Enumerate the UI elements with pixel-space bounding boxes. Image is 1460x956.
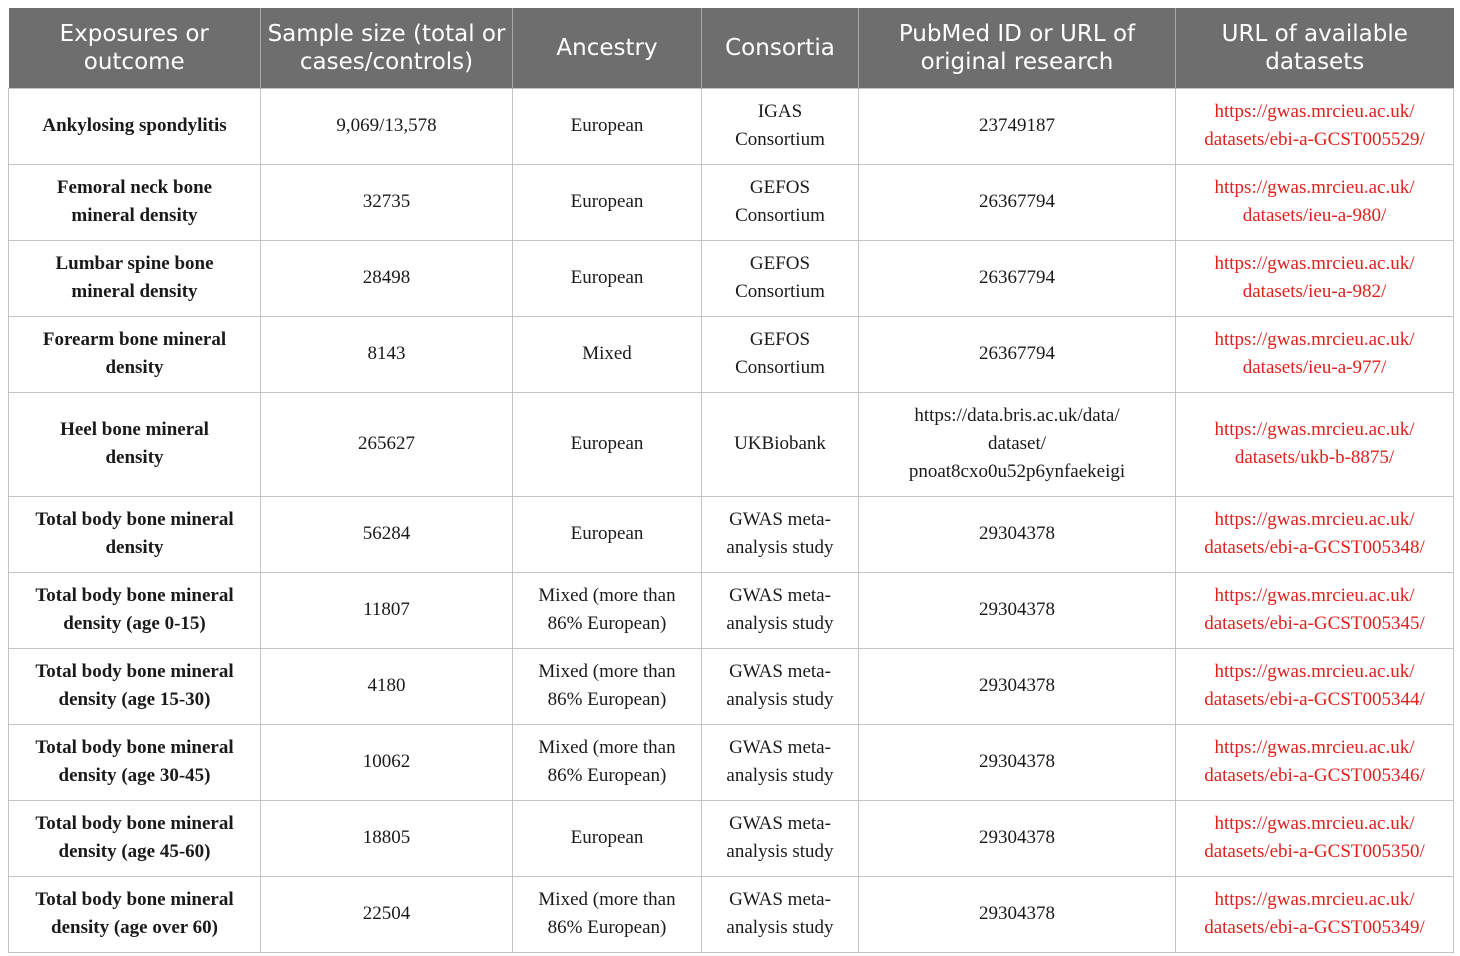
dataset-link-line[interactable]: datasets/ebi-a-GCST005348/ <box>1204 537 1425 558</box>
cell-text-line: density (age 45-60) <box>58 841 211 862</box>
cell-exposure <box>9 572 261 648</box>
cell-text-line: Lumbar spine bone <box>55 253 214 274</box>
cell-text-line: dataset/ <box>987 433 1047 454</box>
cell-text-line: analysis study <box>726 613 834 634</box>
col-header-dataset-url: URL of available datasets <box>1176 8 1454 88</box>
table-row <box>9 724 1454 800</box>
dataset-link-line[interactable]: datasets/ieu-a-982/ <box>1242 281 1387 302</box>
cell-dataset-url[interactable] <box>1176 88 1454 164</box>
gwas-datasets-table <box>8 8 1454 953</box>
cell-exposure <box>9 724 261 800</box>
cell-exposure <box>9 88 261 164</box>
cell-text-line: density <box>105 447 164 468</box>
cell-dataset-url[interactable] <box>1176 496 1454 572</box>
cell-ancestry <box>513 316 702 392</box>
cell-text-line: mineral density <box>71 281 198 302</box>
cell-sample-size: 56284 <box>261 496 513 572</box>
cell-text-line: mineral density <box>71 205 198 226</box>
dataset-link-line[interactable]: datasets/ebi-a-GCST005349/ <box>1204 917 1425 938</box>
cell-text-line: Total body bone mineral <box>35 661 234 682</box>
cell-text-line: https://data.bris.ac.uk/data/ <box>914 405 1120 426</box>
cell-ancestry <box>513 88 702 164</box>
cell-text-line: IGAS <box>757 101 803 122</box>
table-row <box>9 392 1454 496</box>
cell-text-line: 29304378 <box>979 903 1055 924</box>
cell-text-line: Consortium <box>735 281 825 302</box>
cell-pubmed <box>859 724 1176 800</box>
cell-sample-size: 9,069/13,578 <box>261 88 513 164</box>
cell-text-line: density (age over 60) <box>51 917 218 938</box>
cell-text-line: Mixed (more than <box>538 661 676 682</box>
cell-text-line: GWAS meta- <box>729 661 831 682</box>
cell-text-line: Mixed <box>582 343 632 364</box>
cell-text-line: 29304378 <box>979 675 1055 696</box>
cell-text-line: European <box>570 827 644 848</box>
cell-text-line: 29304378 <box>979 751 1055 772</box>
cell-text-line: density <box>105 357 164 378</box>
cell-text-line: 86% European) <box>547 689 667 710</box>
cell-text-line: European <box>570 267 644 288</box>
cell-text-line: UKBiobank <box>734 433 826 454</box>
cell-exposure <box>9 496 261 572</box>
cell-ancestry <box>513 876 702 952</box>
cell-text-line: 86% European) <box>547 613 667 634</box>
dataset-link-line[interactable]: https://gwas.mrcieu.ac.uk/ <box>1214 177 1415 198</box>
cell-consortia <box>702 316 859 392</box>
table-header-row <box>9 8 1454 88</box>
cell-dataset-url[interactable] <box>1176 876 1454 952</box>
cell-pubmed <box>859 876 1176 952</box>
cell-text-line: GWAS meta- <box>729 509 831 530</box>
cell-text-line: 86% European) <box>547 765 667 786</box>
dataset-link-line[interactable]: https://gwas.mrcieu.ac.uk/ <box>1214 585 1415 606</box>
cell-dataset-url[interactable] <box>1176 240 1454 316</box>
cell-text-line: Total body bone mineral <box>35 585 234 606</box>
cell-text-line: GWAS meta- <box>729 585 831 606</box>
cell-dataset-url[interactable] <box>1176 392 1454 496</box>
col-header-consortia: Consortia <box>702 8 859 88</box>
cell-text-line: density (age 0-15) <box>63 613 206 634</box>
table-row <box>9 496 1454 572</box>
cell-sample-size: 22504 <box>261 876 513 952</box>
cell-text-line: density (age 30-45) <box>58 765 211 786</box>
cell-exposure <box>9 876 261 952</box>
cell-text-line: GEFOS <box>749 177 811 198</box>
cell-exposure <box>9 316 261 392</box>
table-row <box>9 572 1454 648</box>
cell-text-line: Consortium <box>735 129 825 150</box>
cell-consortia <box>702 572 859 648</box>
table-row <box>9 164 1454 240</box>
dataset-link-line[interactable]: https://gwas.mrcieu.ac.uk/ <box>1214 419 1415 440</box>
cell-text-line: 23749187 <box>979 115 1055 136</box>
cell-pubmed <box>859 316 1176 392</box>
cell-pubmed <box>859 88 1176 164</box>
dataset-link-line[interactable]: datasets/ebi-a-GCST005350/ <box>1204 841 1425 862</box>
cell-text-line: Mixed (more than <box>538 737 676 758</box>
cell-text-line: Femoral neck bone <box>56 177 213 198</box>
cell-text-line: 29304378 <box>979 523 1055 544</box>
cell-consortia <box>702 240 859 316</box>
cell-consortia <box>702 800 859 876</box>
cell-sample-size: 11807 <box>261 572 513 648</box>
cell-text-line: European <box>570 523 644 544</box>
col-header-sample-size: Sample size (total or cases/controls) <box>261 8 513 88</box>
cell-pubmed <box>859 496 1176 572</box>
cell-sample-size: 4180 <box>261 648 513 724</box>
dataset-link-line[interactable]: https://gwas.mrcieu.ac.uk/ <box>1214 101 1415 122</box>
cell-text-line: Ankylosing spondylitis <box>42 115 227 136</box>
cell-consortia <box>702 88 859 164</box>
dataset-link-line[interactable]: https://gwas.mrcieu.ac.uk/ <box>1214 813 1415 834</box>
cell-text-line: analysis study <box>726 841 834 862</box>
dataset-link-line[interactable]: datasets/ebi-a-GCST005344/ <box>1204 689 1425 710</box>
cell-text-line: Consortium <box>735 205 825 226</box>
dataset-link-line[interactable]: datasets/ebi-a-GCST005346/ <box>1204 765 1425 786</box>
cell-sample-size: 18805 <box>261 800 513 876</box>
cell-sample-size: 10062 <box>261 724 513 800</box>
cell-consortia <box>702 876 859 952</box>
table-row <box>9 876 1454 952</box>
cell-exposure <box>9 800 261 876</box>
cell-consortia <box>702 392 859 496</box>
cell-pubmed <box>859 572 1176 648</box>
cell-ancestry <box>513 648 702 724</box>
cell-text-line: Total body bone mineral <box>35 509 234 530</box>
cell-pubmed <box>859 392 1176 496</box>
dataset-link-line[interactable]: https://gwas.mrcieu.ac.uk/ <box>1214 737 1415 758</box>
cell-text-line: GWAS meta- <box>729 813 831 834</box>
cell-sample-size: 265627 <box>261 392 513 496</box>
dataset-link-line[interactable]: https://gwas.mrcieu.ac.uk/ <box>1214 661 1415 682</box>
cell-text-line: density (age 15-30) <box>58 689 211 710</box>
cell-sample-size: 8143 <box>261 316 513 392</box>
cell-pubmed <box>859 164 1176 240</box>
cell-text-line: European <box>570 115 644 136</box>
cell-dataset-url[interactable] <box>1176 316 1454 392</box>
cell-text-line: density <box>105 537 164 558</box>
table-row <box>9 648 1454 724</box>
cell-dataset-url[interactable] <box>1176 648 1454 724</box>
cell-text-line: Mixed (more than <box>538 889 676 910</box>
cell-ancestry <box>513 724 702 800</box>
cell-exposure <box>9 240 261 316</box>
cell-text-line: 26367794 <box>979 267 1055 288</box>
cell-ancestry <box>513 800 702 876</box>
cell-exposure <box>9 164 261 240</box>
cell-dataset-url[interactable] <box>1176 800 1454 876</box>
cell-text-line: 26367794 <box>979 343 1055 364</box>
cell-text-line: Consortium <box>735 357 825 378</box>
cell-text-line: analysis study <box>726 537 834 558</box>
cell-text-line: analysis study <box>726 917 834 938</box>
cell-text-line: Mixed (more than <box>538 585 676 606</box>
cell-sample-size: 28498 <box>261 240 513 316</box>
table-row <box>9 88 1454 164</box>
cell-exposure <box>9 392 261 496</box>
dataset-link-line[interactable]: https://gwas.mrcieu.ac.uk/ <box>1214 509 1415 530</box>
cell-consortia <box>702 724 859 800</box>
dataset-link-line[interactable]: datasets/ebi-a-GCST005345/ <box>1204 613 1425 634</box>
cell-ancestry <box>513 240 702 316</box>
cell-pubmed <box>859 240 1176 316</box>
cell-pubmed <box>859 800 1176 876</box>
cell-sample-size: 32735 <box>261 164 513 240</box>
dataset-link-line[interactable]: datasets/ieu-a-977/ <box>1242 357 1387 378</box>
cell-ancestry <box>513 572 702 648</box>
cell-text-line: GWAS meta- <box>729 889 831 910</box>
cell-text-line: analysis study <box>726 765 834 786</box>
cell-text-line: Total body bone mineral <box>35 737 234 758</box>
cell-text-line: 26367794 <box>979 191 1055 212</box>
cell-text-line: Heel bone mineral <box>60 419 209 440</box>
cell-text-line: 29304378 <box>979 599 1055 620</box>
cell-text-line: GEFOS <box>749 253 811 274</box>
table-row <box>9 240 1454 316</box>
cell-text-line: 29304378 <box>979 827 1055 848</box>
cell-text-line: GWAS meta- <box>729 737 831 758</box>
col-header-exposure: Exposures or outcome <box>9 8 261 88</box>
cell-text-line: European <box>570 433 644 454</box>
cell-ancestry <box>513 164 702 240</box>
cell-dataset-url[interactable] <box>1176 572 1454 648</box>
dataset-link-line[interactable]: https://gwas.mrcieu.ac.uk/ <box>1214 329 1415 350</box>
cell-consortia <box>702 648 859 724</box>
dataset-link-line[interactable]: datasets/ieu-a-980/ <box>1242 205 1387 226</box>
cell-text-line: European <box>570 191 644 212</box>
cell-ancestry <box>513 392 702 496</box>
cell-exposure <box>9 648 261 724</box>
table-row <box>9 316 1454 392</box>
cell-text-line: Total body bone mineral <box>35 813 234 834</box>
cell-dataset-url[interactable] <box>1176 164 1454 240</box>
cell-consortia <box>702 164 859 240</box>
dataset-link-line[interactable]: datasets/ebi-a-GCST005529/ <box>1204 129 1425 150</box>
cell-text-line: GEFOS <box>749 329 811 350</box>
table-row <box>9 800 1454 876</box>
cell-dataset-url[interactable] <box>1176 724 1454 800</box>
cell-ancestry <box>513 496 702 572</box>
cell-text-line: Total body bone mineral <box>35 889 234 910</box>
cell-pubmed <box>859 648 1176 724</box>
col-header-ancestry: Ancestry <box>513 8 702 88</box>
cell-consortia <box>702 496 859 572</box>
dataset-link-line[interactable]: https://gwas.mrcieu.ac.uk/ <box>1214 889 1415 910</box>
col-header-pubmed: PubMed ID or URL of original research <box>859 8 1176 88</box>
dataset-link-line[interactable]: https://gwas.mrcieu.ac.uk/ <box>1214 253 1415 274</box>
cell-text-line: Forearm bone mineral <box>42 329 227 350</box>
cell-text-line: analysis study <box>726 689 834 710</box>
cell-text-line: 86% European) <box>547 917 667 938</box>
dataset-link-line[interactable]: datasets/ukb-b-8875/ <box>1234 447 1395 468</box>
cell-text-line: pnoat8cxo0u52p6ynfaekeigi <box>908 461 1126 482</box>
